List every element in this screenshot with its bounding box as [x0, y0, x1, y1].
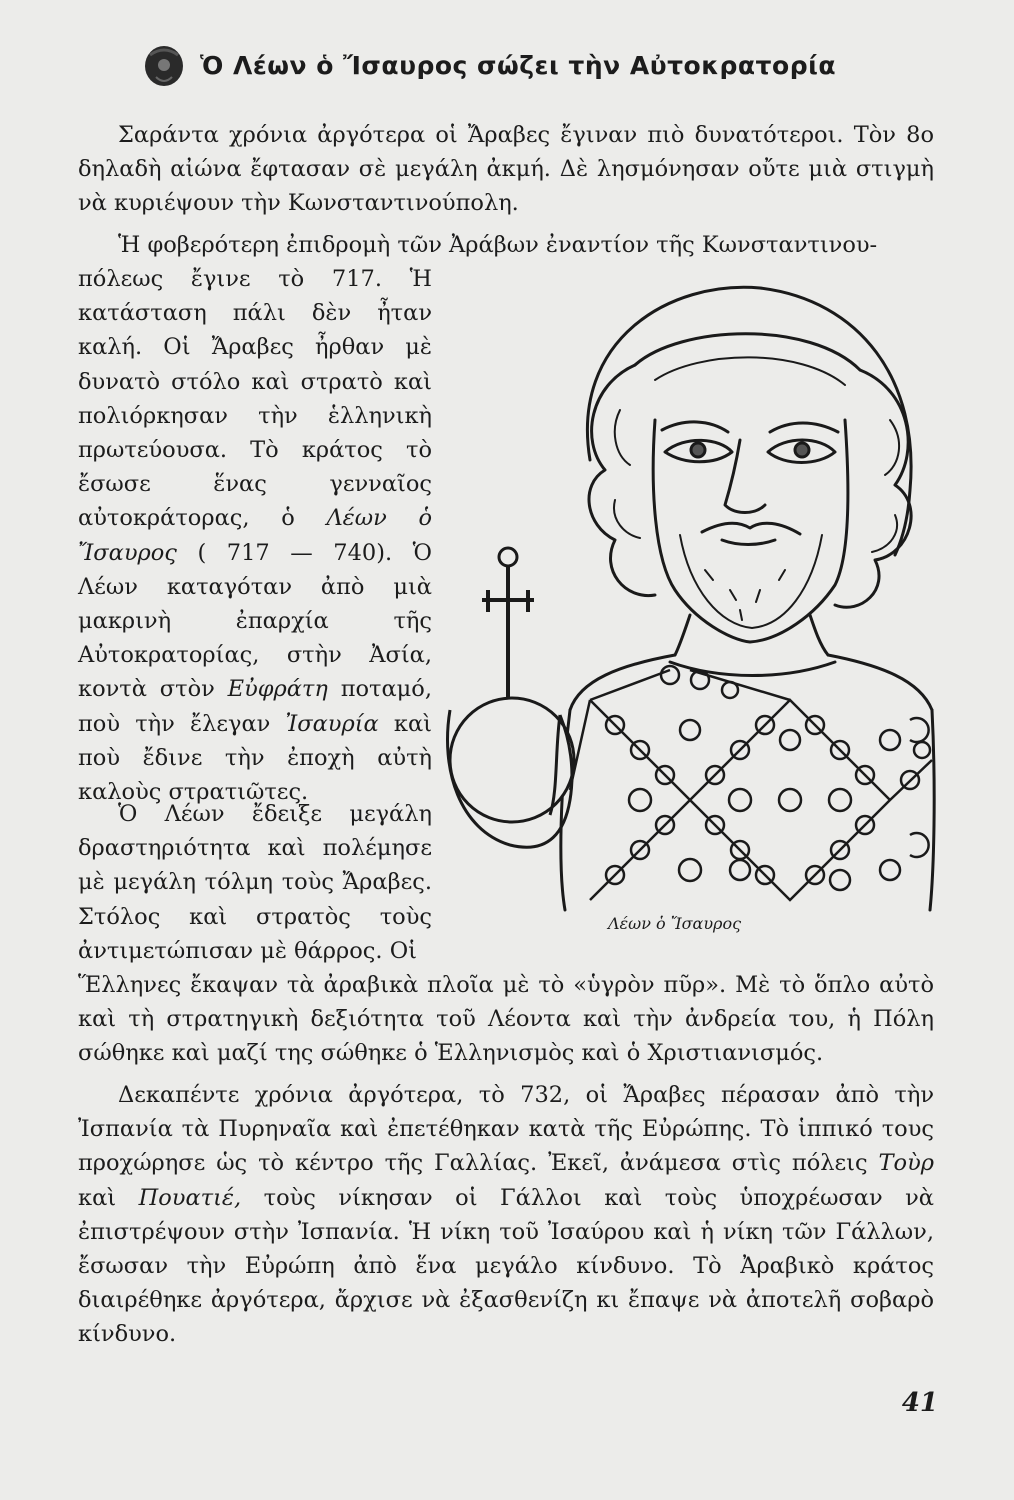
paragraph-3-narrow: Ὁ Λέων ἔδειξε μεγάλη δραστηριότητα καὶ πολέμησε μὲ μεγάλη τόλμη τοὺς Ἄραβες. Στόλος καὶ στρατὸς τοὺς ἀντιμετώπισαν μὲ θάρρος. Οἱ [78, 801, 432, 964]
paragraph-4 [78, 1078, 934, 1352]
mustache [702, 523, 800, 534]
halo-outline [587, 287, 911, 555]
loros-jewel-pattern [570, 666, 932, 900]
chapter-heading [140, 40, 900, 90]
paragraph-3-full: Ἕλληνες ἔκαψαν τὰ ἀραβικὰ πλοῖα μὲ τὸ «ὑγρὸν πῦρ». Μὲ τὸ ὅπλο αὐτὸ καὶ τὴ στρατηγικὴ δεξιότητα τοῦ Λέοντα καὶ τὴν ἀνδρεία του, ἡ Πόλη σώθηκε καὶ μαζί της σώθηκε ὁ Ἑλληνισμὸς καὶ ὁ Χριστιανισμός. [78, 972, 934, 1067]
paragraph-2-text-d: καὶ ποὺ ἔδινε τὴν ἐποχὴ αὐτὴ καλοὺς στρατιῶτες. [78, 710, 433, 806]
left-eyebrow [662, 422, 728, 432]
paragraph-4-text-b: τοὺς νίκησαν οἱ Γάλλοι καὶ τοὺς ὑποχρέωσαν νὰ ἐπιστρέψουν στὴν Ἰσπανία. Ἡ νίκη τοῦ Ἰσαύρου καὶ ἡ νίκη τῶν Γάλλων, ἔσωσαν τὴν Εὐρώπη ἀπὸ ἕνα μεγάλο κίνδυνο. Τὸ Ἀραβικὸ κράτος διαιρέθηκε ἀργότερα, ἄρχισε νὰ ἐξασθενίζη κι ἔπαψε νὰ ἀποτελῆ σοβαρὸ κίνδυνο. [78, 1184, 935, 1348]
right-eyebrow [770, 423, 838, 432]
city-tours: Τοὺρ [878, 1150, 935, 1177]
city-poitiers: Πουατιέ, [138, 1184, 242, 1211]
paragraph-1: Σαράντα χρόνια ἀργότερα οἱ Ἄραβες ἔγιναν πιὸ δυνατότεροι. Τὸν 8ο δηλαδὴ αἰώνα ἔφτασαν σὲ μεγάλη ἀκμή. Δὲ λησμόνησαν οὔτε μιὰ στιγμὴ νὰ κυριέψουν τὴν Κωνσταντινούπολη. [78, 122, 934, 217]
paragraph-4-text-a: Δεκαπέντε χρόνια ἀργότερα, τὸ 732, οἱ Ἄραβες πέρασαν ἀπὸ τὴν Ἰσπανία τὰ Πυρηναῖα καὶ ἐπετέθηκαν κατὰ τῆς Εὐρώπης. Τὸ ἱππικό τους προχώρησε ὡς τὸ κέντρο τῆς Γαλλίας. Ἐκεῖ, ἀνάμεσα στὶς πόλεις [78, 1082, 934, 1177]
river-name: Εὐφράτη [227, 676, 328, 703]
page-number: 41 [901, 1388, 938, 1418]
paragraph-2-first-line: Ἡ φοβερότερη ἐπιδρομὴ τῶν Ἀράβων ἐναντίον τῆς Κωνσταντινου- [118, 232, 878, 258]
hair-right [835, 370, 911, 607]
face-outline [653, 420, 848, 642]
paragraph-2-text-b: ( 717 — 740). Ὁ Λέων καταγόταν ἀπὸ μιὰ μακρινὴ ἐπαρχία τῆς Αὐτοκρατορίας, στὴν Ἀσία, κοντὰ στὸν [78, 539, 433, 703]
figure-caption: Λέων ὁ Ἴσαυρος [608, 914, 742, 933]
neck [675, 615, 828, 655]
mouth [722, 540, 775, 545]
region-name: Ἰσαυρία [285, 710, 379, 737]
shield-emblem-icon [140, 41, 188, 89]
globus-cruciger [448, 548, 575, 847]
paragraph-2-narrow [78, 262, 432, 809]
emperor-portrait-illustration [440, 270, 940, 920]
hair-left [589, 365, 655, 596]
paragraph-2-text-c: ποταμό, ποὺ τὴν ἔλεγαν [78, 676, 432, 737]
chapter-title: Ὁ Λέων ὁ Ἴσαυρος σώζει τὴν Αὐτοκρατορία [200, 50, 837, 80]
emperor-name: Λέων ὁ Ἴσαυρος [78, 505, 433, 566]
shoulders [570, 655, 932, 710]
paragraph-4-conjunction: καὶ [78, 1184, 117, 1211]
beard [680, 535, 822, 628]
paragraph-2-text-a: πόλεως ἔγινε τὸ 717. Ἡ κατάσταση πάλι δὲν ἦταν καλή. Οἱ Ἄραβες ἦρθαν μὲ δυνατὸ στόλο καὶ στρατὸ καὶ πολιόρκησαν τὴν ἑλληνικὴ πρωτεύουσα. Τὸ κράτος τὸ ἔσωσε ἕνας γενναῖος αὐτοκράτορας, ὁ [78, 266, 432, 532]
